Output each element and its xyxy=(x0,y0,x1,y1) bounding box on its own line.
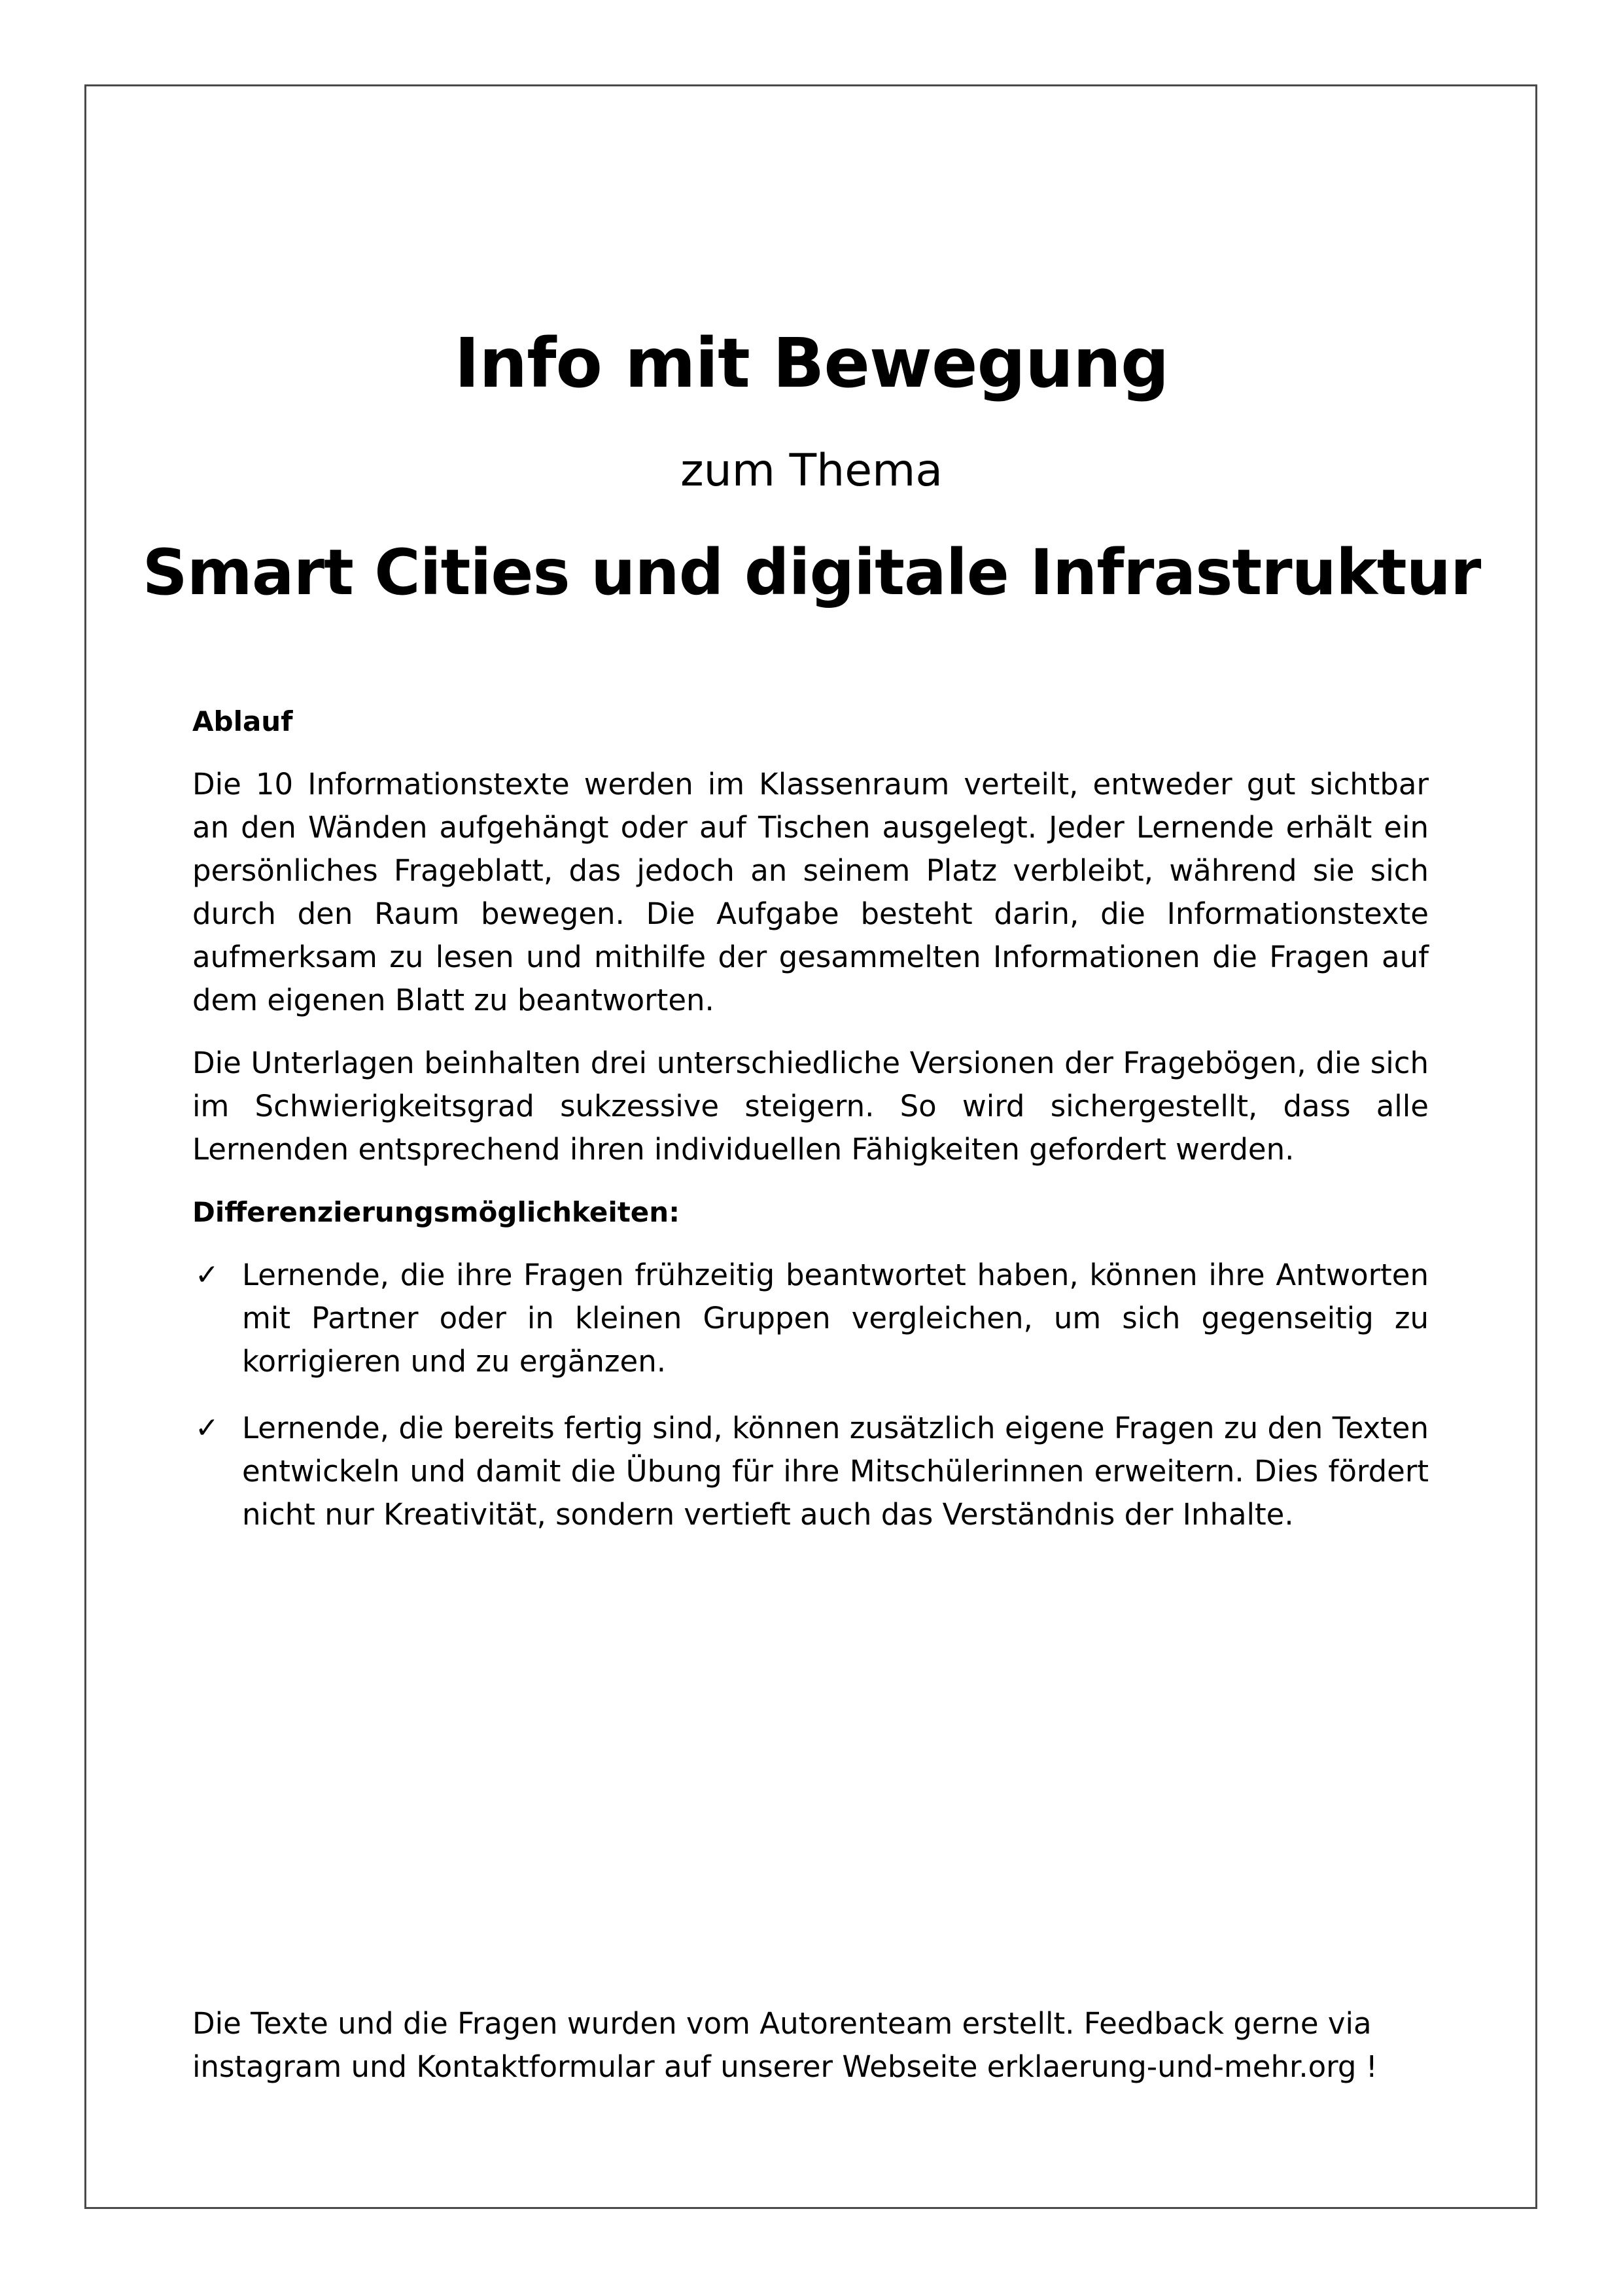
footer-line-1: Die Texte und die Fragen wurden vom Autorenteam erstellt. Feedback gerne via xyxy=(192,2006,1372,2041)
list-item xyxy=(192,1407,1429,1536)
ablauf-heading: Ablauf xyxy=(192,705,293,737)
list-item-text: Lernende, die bereits fertig sind, können zusätzlich eigene Fragen zu den Texten entwickeln und damit die Übung für ihre Mitschülerinnen erweitern. Dies fördert nicht nur Kreativität, sondern vertieft auch das Verständnis der Inhalte. xyxy=(242,1411,1429,1532)
list-item xyxy=(192,1254,1429,1383)
differenzierung-list xyxy=(192,1254,1429,1536)
footer-note xyxy=(192,2002,1429,2089)
checkmark-icon: ✓ xyxy=(195,1411,219,1445)
checkmark-icon: ✓ xyxy=(195,1258,219,1292)
footer-line-2: instagram und Kontaktformular auf unserer Webseite erklaerung-und-mehr.org ! xyxy=(192,2049,1378,2084)
ablauf-paragraph: Die 10 Informationstexte werden im Klassenraum verteilt, entweder gut sichtbar an den Wänden aufgehängt oder auf Tischen ausgelegt. Jeder Lernende erhält ein persönliches Frageblatt, das jedoch an seinem Platz verbleibt, während sie sich durch den Raum bewegen. Die Aufgabe besteht darin, die Informationstexte aufmerksam zu lesen und mithilfe der gesammelten Informationen die Fragen auf dem eigenen Blatt zu beantworten. xyxy=(192,767,1429,1017)
ablauf-paragraph: Die Unterlagen beinhalten drei unterschiedliche Versionen der Fragebögen, die sich im Schwierigkeitsgrad sukzessive steigern. So wird sichergestellt, dass alle Lernenden entsprechend ihren individuellen Fähigkeiten gefordert werden. xyxy=(192,1046,1429,1167)
main-content xyxy=(192,700,1429,1560)
page-subtitle: zum Thema xyxy=(680,445,943,497)
topic-title: Smart Cities und digitale Infrastruktur xyxy=(142,536,1481,609)
page-title: Info mit Bewegung xyxy=(454,323,1169,403)
list-item-text: Lernende, die ihre Fragen frühzeitig beantwortet haben, können ihre Antworten mit Partner oder in kleinen Gruppen vergleichen, um sich gegenseitig zu korrigieren und zu ergänzen. xyxy=(242,1258,1429,1379)
differenzierung-section xyxy=(192,1191,1429,1536)
ablauf-section xyxy=(192,700,1429,1171)
differenzierung-heading: Differenzierungsmöglichkeiten: xyxy=(192,1196,680,1228)
